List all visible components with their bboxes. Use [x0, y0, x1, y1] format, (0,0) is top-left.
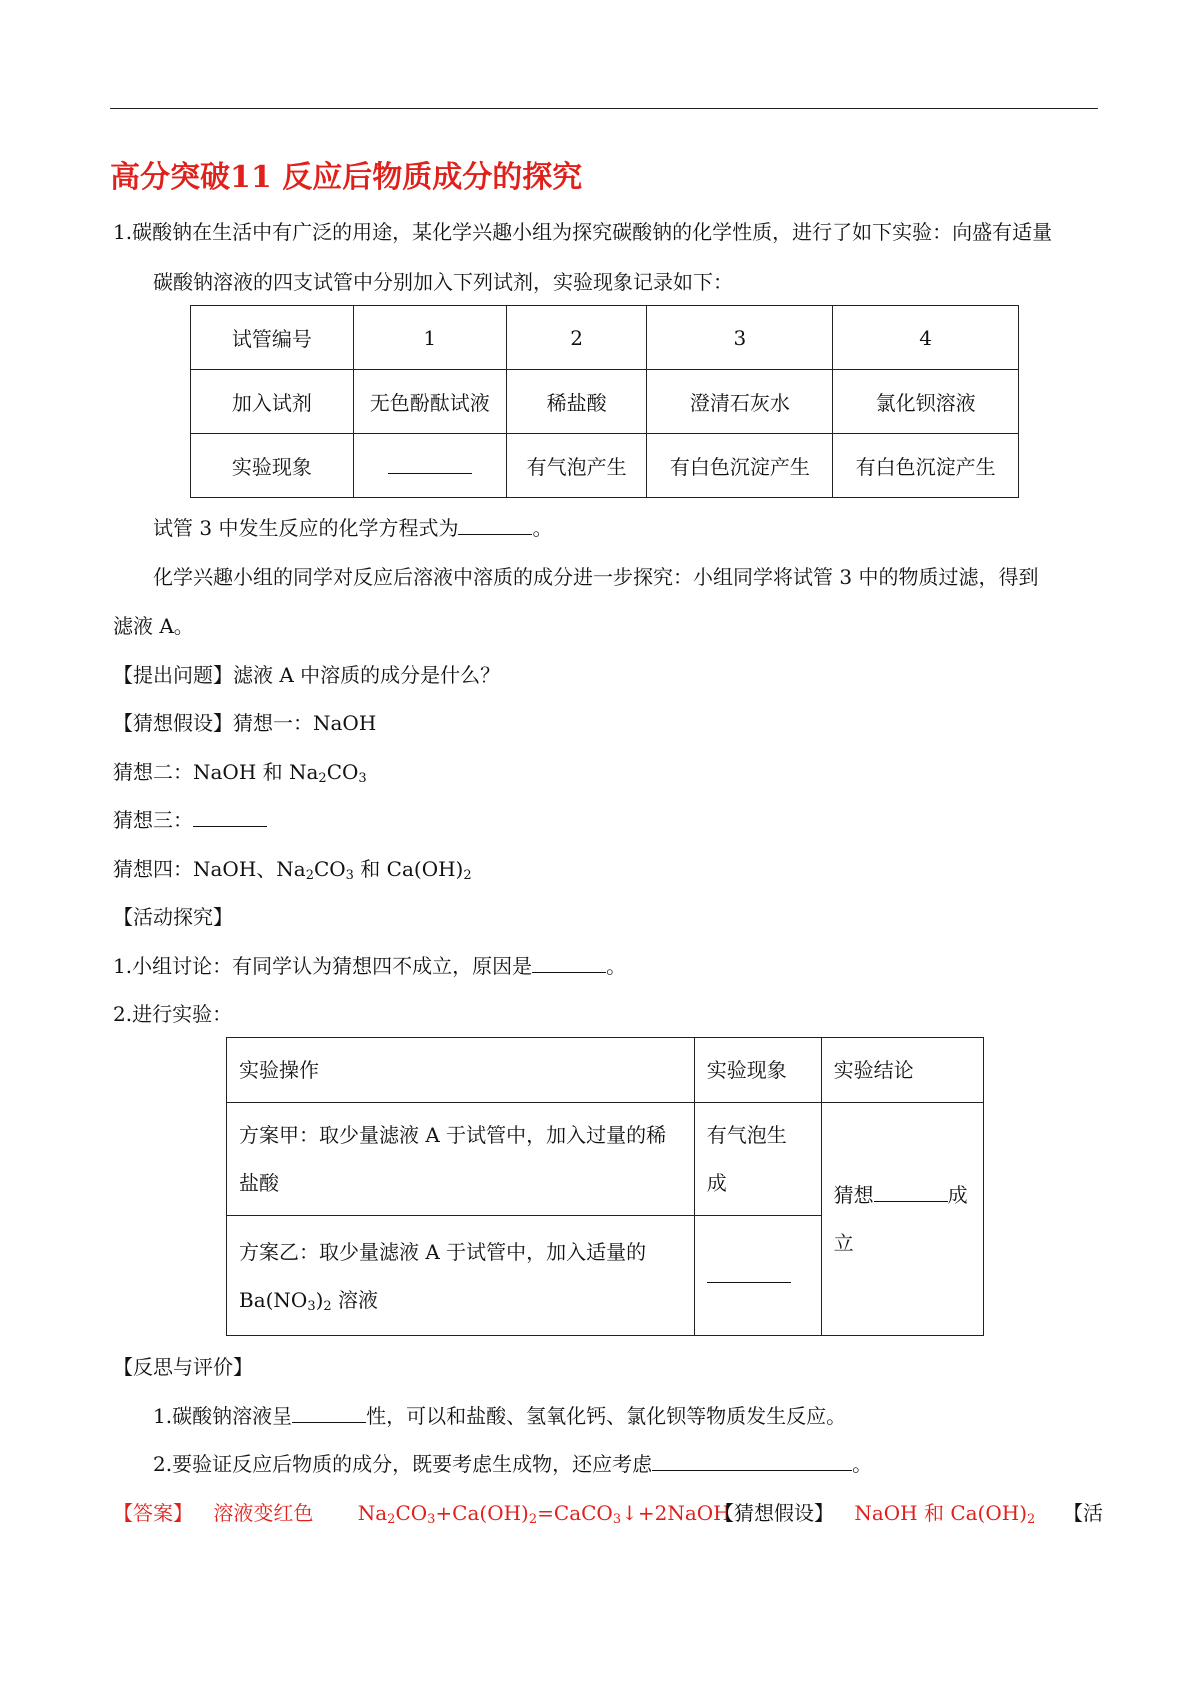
experiment-table — [226, 1037, 984, 1336]
reflection-item-1: 1.碳酸钠溶液呈 性，可以和盐酸、氢氧化钙、氯化钡等物质发生反应。 — [153, 1404, 847, 1428]
table-row — [227, 1038, 984, 1103]
answer-blank[interactable] — [532, 952, 606, 973]
reagent-table — [190, 305, 1019, 498]
page-title: 高分突破11 反应后物质成分的探究 — [110, 160, 583, 195]
question-equation: 试管 3 中发生反应的化学方程式为 。 — [153, 516, 553, 540]
table-cell: 无色酚酞试液 — [353, 370, 506, 434]
answer-equation: $Na_2CO_3+Ca(OH)_2=CaCO_3↓+2NaOH$ — [357, 1501, 731, 1527]
table-cell: 有气泡产生 — [506, 434, 647, 498]
table-row — [227, 1103, 984, 1216]
table-cell: 氯化钡溶液 — [833, 370, 1019, 434]
reflection-heading: 【反思与评价】 — [113, 1355, 253, 1379]
activity-item-1: 1.小组讨论：有同学认为猜想四不成立，原因是 。 — [113, 954, 627, 978]
reflection-item-2: 2.要验证反应后物质的成分，既要考虑生成物，还应考虑 。 — [153, 1452, 873, 1476]
answer-hypothesis: 【猜想假设】 NaOH 和 $Ca(OH)_2$ — [714, 1501, 1036, 1527]
table-cell: 2 — [506, 306, 647, 370]
answer-blank[interactable] — [707, 1262, 791, 1283]
explore-line-1: 化学兴趣小组的同学对反应后溶液中溶质的成分进一步探究：小组同学将试管 3 中的物质过滤，得到 — [153, 565, 1039, 589]
table-cell: 1 — [353, 306, 506, 370]
table-cell: 有白色沉淀产生 — [833, 434, 1019, 498]
table-cell: 4 — [833, 306, 1019, 370]
table-header: 实验结论 — [821, 1038, 983, 1103]
activity-item-2: 2.进行实验： — [113, 1002, 233, 1026]
answer-blank[interactable] — [874, 1181, 948, 1202]
table-row — [191, 434, 1019, 498]
table-cell: 有白色沉淀产生 — [647, 434, 833, 498]
activity-heading: 【活动探究】 — [113, 905, 233, 929]
answer-line: 【答案】 溶液变红色 $Na_2CO_3+Ca(OH)_2=CaCO_3↓+2NaOH$ — [113, 1501, 731, 1527]
table-header: 实验现象 — [694, 1038, 821, 1103]
table-cell: 试管编号 — [191, 306, 354, 370]
hypothesis-4: 猜想四：NaOH、$Na_2CO_3$ 和 $Ca(OH)_2$ — [113, 857, 472, 883]
explore-line-2: 滤液 A。 — [113, 614, 194, 638]
table-cell: 3 — [647, 306, 833, 370]
answer-blank[interactable] — [292, 1402, 366, 1423]
intro-line-2: 碳酸钠溶液的四支试管中分别加入下列试剂，实验现象记录如下： — [153, 270, 733, 294]
table-cell: 有气泡生 成 — [694, 1103, 821, 1216]
answer-blank[interactable] — [193, 806, 267, 827]
question-line: 【提出问题】滤液 A 中溶质的成分是什么？ — [113, 663, 501, 687]
answer-blank-cell[interactable] — [694, 1216, 821, 1336]
table-row — [191, 306, 1019, 370]
table-cell: 加入试剂 — [191, 370, 354, 434]
answer-tail: 【活 — [1063, 1501, 1103, 1525]
hypothesis-2: 猜想二：NaOH 和 $Na_2CO_3$ — [113, 760, 367, 786]
intro-line-1: 1.碳酸钠在生活中有广泛的用途，某化学兴趣小组为探究碳酸钠的化学性质，进行了如下实验：向盛有适量 — [113, 220, 1053, 244]
table-cell: 方案甲：取少量滤液 A 于试管中，加入过量的稀 盐酸 — [227, 1103, 695, 1216]
hypothesis-1: 【猜想假设】猜想一：NaOH — [113, 711, 377, 735]
answer-blank-cell[interactable] — [353, 434, 506, 498]
answer-blank[interactable] — [388, 453, 472, 474]
table-cell: 实验现象 — [191, 434, 354, 498]
table-cell: 方案乙：取少量滤液 A 于试管中，加入适量的 $Ba(NO_3)_2$ 溶液 — [227, 1216, 695, 1336]
table-cell: 澄清石灰水 — [647, 370, 833, 434]
hypothesis-3: 猜想三： — [113, 806, 267, 834]
table-row — [191, 370, 1019, 434]
answer-blank[interactable] — [458, 514, 532, 535]
header-rule — [110, 108, 1098, 109]
answer-blank[interactable] — [652, 1450, 852, 1471]
table-cell: 稀盐酸 — [506, 370, 647, 434]
table-cell: 猜想 成 立 — [821, 1103, 983, 1336]
table-header: 实验操作 — [227, 1038, 695, 1103]
